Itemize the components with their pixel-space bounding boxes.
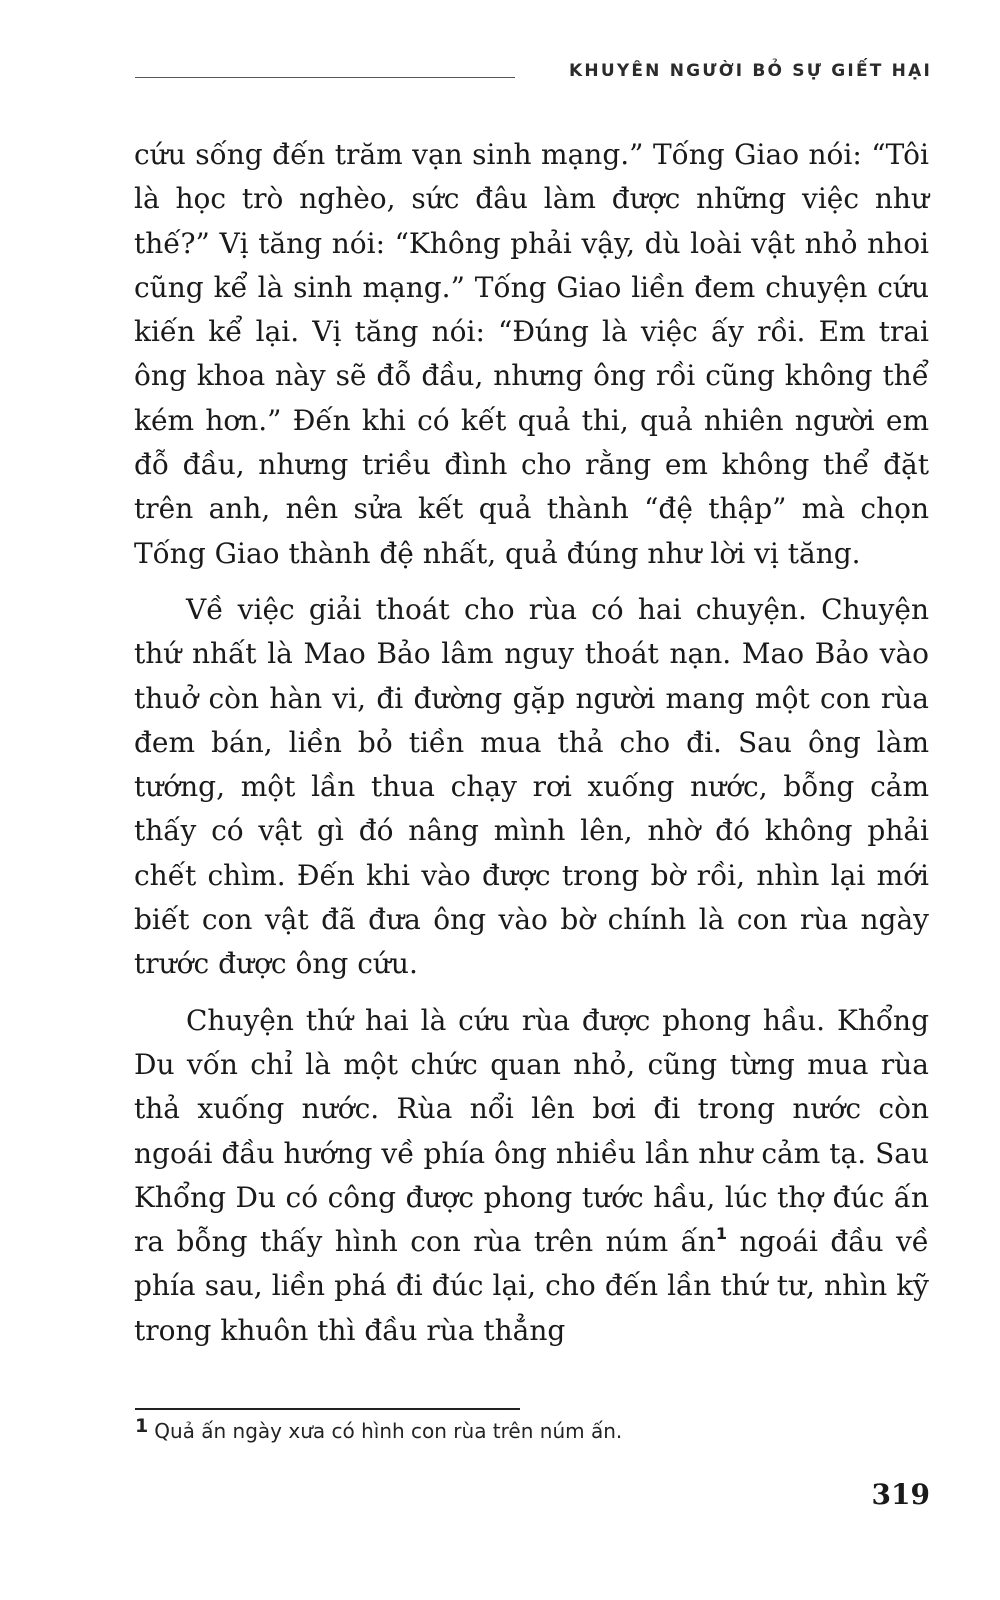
footnote-number: 1 bbox=[135, 1415, 149, 1437]
paragraph-3 bbox=[134, 999, 929, 1353]
footnote-rule bbox=[135, 1408, 520, 1410]
paragraph-3-text-after-note: ngoái đầu về phía sau, liền phá đi đúc lại, cho đến lần thứ tư, nhìn kỹ trong khuôn thì đầu rùa thẳng bbox=[134, 1225, 929, 1347]
paragraph-3-text-before-note: Chuyện thứ hai là cứu rùa được phong hầu. Khổng Du vốn chỉ là một chức quan nhỏ, cũng từng mua rùa thả xuống nước. Rùa nổi lên bơi đi trong nước còn ngoái đầu hướng về phía ông nhiều lần như cảm tạ. Sau Khổng Du có công được phong tước hầu, lúc thợ đúc ấn ra bỗng thấy hình con rùa trên núm ấn bbox=[134, 1003, 929, 1259]
footnote bbox=[135, 1415, 622, 1443]
footnote-text: Quả ấn ngày xưa có hình con rùa trên núm ấn. bbox=[154, 1419, 623, 1443]
header-rule bbox=[135, 77, 515, 78]
running-title: KHUYÊN NGƯỜI BỎ SỰ GIẾT HẠI bbox=[569, 61, 932, 81]
paragraph-1: cứu sống đến trăm vạn sinh mạng.” Tống Giao nói: “Tôi là học trò nghèo, sức đâu làm được những việc như thế?” Vị tăng nói: “Không phải vậy, dù loài vật nhỏ nhoi cũng kể là sinh mạng.” Tống Giao liền đem chuyện cứu kiến kể lại. Vị tăng nói: “Đúng là việc ấy rồi. Em trai ông khoa này sẽ đỗ đầu, nhưng ông rồi cũng không thể kém hơn.” Đến khi có kết quả thi, quả nhiên người em đỗ đầu, nhưng triều đình cho rằng em không thể đặt trên anh, nên sửa kết quả thành “đệ thập” mà chọn Tống Giao thành đệ nhất, quả đúng như lời vị tăng. bbox=[134, 138, 929, 570]
page-number: 319 bbox=[871, 1478, 930, 1511]
footnote-marker: 1 bbox=[715, 1224, 727, 1244]
paragraph-2: Về việc giải thoát cho rùa có hai chuyện. Chuyện thứ nhất là Mao Bảo lâm nguy thoát nạn. Mao Bảo vào thuở còn hàn vi, đi đường gặp người mang một con rùa đem bán, liền bỏ tiền mua thả cho đi. Sau ông làm tướng, một lần thua chạy rơi xuống nước, bỗng cảm thấy có vật gì đó nâng mình lên, nhờ đó không phải chết chìm. Đến khi vào được trong bờ rồi, nhìn lại mới biết con vật đã đưa ông vào bờ chính là con rùa ngày trước được ông cứu. bbox=[134, 592, 929, 981]
body-text bbox=[134, 133, 929, 1353]
